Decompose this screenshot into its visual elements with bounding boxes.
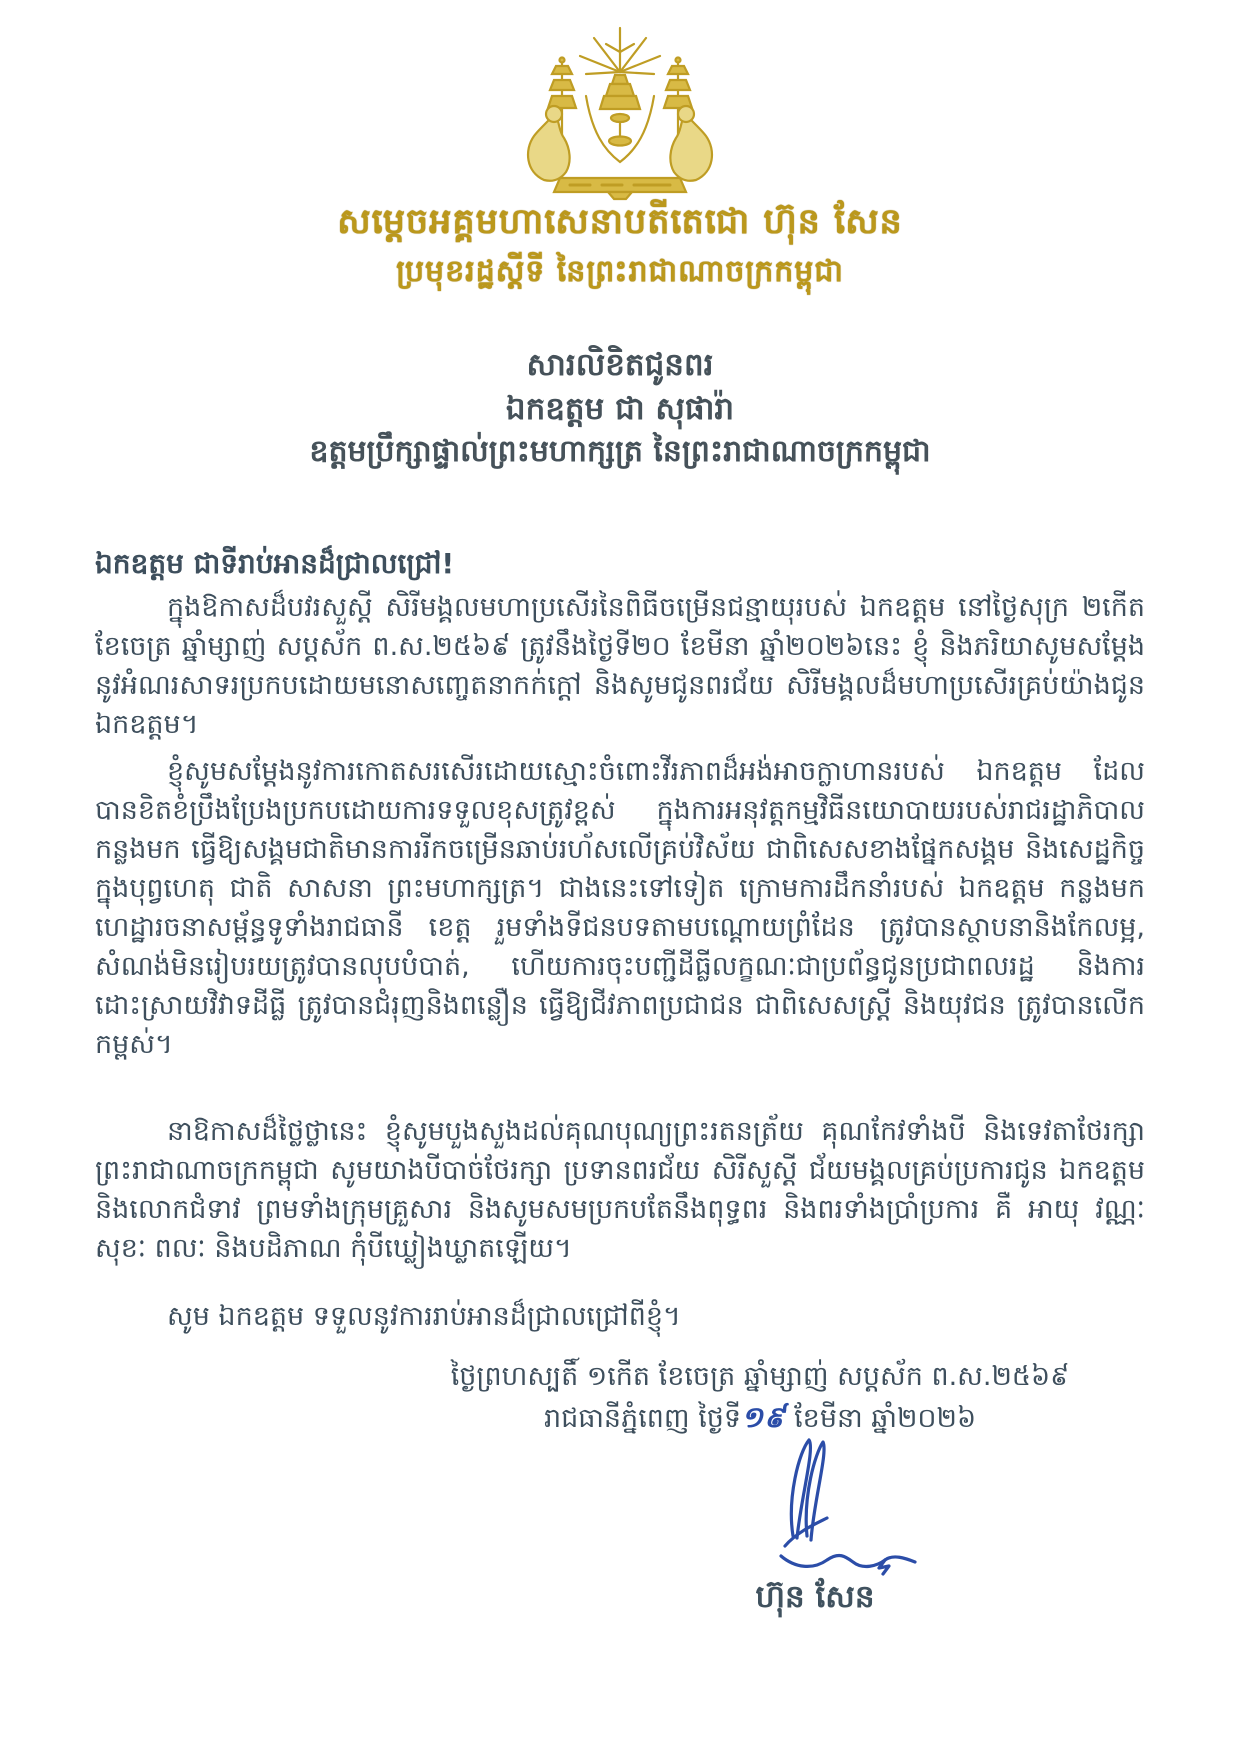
signer-name: ហ៊ុន សែន [755,1579,875,1615]
paragraph-line: សុខៈ ពលៈ និងបដិភាណ កុំបីឃ្លៀងឃ្លាតឡើយ។ [95,1233,572,1264]
paragraph-line: នាឱកាសដ៏ថ្លៃថ្លានេះ ខ្ញុំសូមបួងសួងដល់គុណបុណ្យព្រះរតនត្រ័យ គុណកែវទាំងបី និងទេវតាថែរក្សា [167,1116,1145,1147]
civil-date-suffix: ខែមីនា ឆ្នាំ២០២៦ [785,1403,977,1434]
letter-title: សារលិខិតជូនពរ [526,347,714,383]
royal-arms-of-cambodia-icon [474,22,766,202]
paragraph-line: ហេដ្ឋារចនាសម្ព័ន្ធទូទាំងរាជធានី ខេត្ត រួមទាំងទីជនបទតាមបណ្ដោយព្រំដែន ត្រូវបានស្ថាបនានិងកែលម្អ, [95,912,1145,943]
paragraph-line: នូវអំណរសាទរប្រកបដោយមនោសញ្ចេតនាកក់ក្តៅ និងសូមជូនពរជ័យ សិរីមង្គលដ៏មហាប្រសើរគ្រប់យ៉ាងជូន [95,670,1145,701]
salutation: ឯកឧត្តម ជាទីរាប់អានដ៏ជ្រាលជ្រៅ! [95,547,455,580]
left-lion-head-icon [546,106,562,122]
recipient-name: ឯកឧត្តម ជា សុផារ៉ា [505,391,735,427]
sender-title-line2: ប្រមុខរដ្ឋស្តីទី នៃព្រះរាជាណាចក្រកម្ពុជា [396,254,844,289]
emblem-container [0,22,1240,206]
crown-icon [600,75,640,109]
lunar-date-line: ថ្ងៃព្រហស្បតិ៍ ១កើត ខែចេត្រ ឆ្នាំម្សាញ់ សប្តស័ក ព.ស.២៥៦៩ [450,1361,1070,1392]
paragraph-line: បានខិតខំប្រឹងប្រែងប្រកបដោយការទទួលខុសត្រូវខ្ពស់ ក្នុងការអនុវត្តកម្មវិធីនយោបាយរបស់រាជរដ្ឋាភិបាល [95,795,1145,826]
paragraph-line: ក្នុងឱកាសដ៏បវរសួស្ដី សិរីមង្គលមហាប្រសើរនៃពិធីចម្រើនជន្មាយុរបស់ ឯកឧត្តម នៅថ្ងៃសុក្រ ២កើត [167,592,1145,623]
recipient-position: ឧត្តមប្រឹក្សាផ្ទាល់ព្រះមហាក្សត្រ នៃព្រះរាជាណាចក្រកម្ពុជា [309,434,931,469]
paragraph-3 [95,1112,1145,1268]
date-block [330,1356,1190,1439]
handwritten-day-number: ១៩ [741,1400,786,1434]
chalice-icon [609,114,631,146]
paragraph-line: ខែចេត្រ ឆ្នាំម្សាញ់ សប្តស័ក ព.ស.២៥៦៩ ត្រូវនឹងថ្ងៃទី២០ ខែមីនា ឆ្នាំ២០២៦នេះ ខ្ញុំ និងភរិយាសូមសម្តែង [95,631,1145,662]
civil-date-prefix: រាជធានីភ្នំពេញ ថ្ងៃទី [543,1403,742,1434]
paragraph-line: ឯកឧត្តម។ [95,709,199,740]
paragraph-line: ដោះស្រាយវិវាទដីធ្លី ត្រូវបានជំរុញនិងពន្លឿន ធ្វើឱ្យជីវភាពប្រជាជន ជាពិសេសស្ត្រី និងយុវជន ត្រូវបានលើក [95,990,1145,1021]
banner-icon [554,178,686,199]
paragraph-line: កន្លងមក ធ្វើឱ្យសង្គមជាតិមានការរីកចម្រើនឆាប់រហ័សលើគ្រប់វិស័យ ជាពិសេសខាងផ្នែកសង្គម និងសេដ្ឋកិច្ច [95,834,1145,865]
paragraph-line: ខ្ញុំសូមសម្តែងនូវការកោតសរសើរដោយស្មោះចំពោះវីរភាពដ៏អង់អាចក្លាហានរបស់ ឯកឧត្តម ដែល [167,756,1145,787]
paragraph-line: ក្នុងបុព្វហេតុ ជាតិ សាសនា ព្រះមហាក្សត្រ។ ជាងនេះទៅទៀត ក្រោមការដឹកនាំរបស់ ឯកឧត្តម កន្លងមក [95,873,1145,904]
paragraph-1 [95,588,1145,744]
paragraph-line: សំណង់មិនរៀបរយត្រូវបានលុបបំបាត់, ហើយការចុះបញ្ជីដីធ្លីលក្ខណៈជាប្រព័ន្ធជូនប្រជាពលរដ្ឋ និងការ [95,951,1145,982]
paragraph-line: និងលោកជំទាវ ព្រមទាំងក្រុមគ្រួសារ និងសូមសមប្រកបតែនឹងពុទ្ធពរ និងពរទាំងប្រាំប្រការ គឺ អាយុ វណ្ណៈ [95,1194,1145,1225]
sender-title-line1: សម្តេចអគ្គមហាសេនាបតីតេជោ ហ៊ុន សែន [337,202,903,242]
handwritten-signature-icon [735,1428,965,1578]
paragraph-2 [95,752,1145,1064]
left-lion-icon [528,114,570,181]
rays-icon [580,28,660,74]
closing-line: សូម ឯកឧត្តម ទទួលនូវការរាប់អានដ៏ជ្រាលជ្រៅពីខ្ញុំ។ [167,1301,681,1332]
signature-container [735,1428,965,1578]
right-lion-head-icon [678,106,694,122]
right-lion-icon [670,114,712,181]
paragraph-line: ព្រះរាជាណាចក្រកម្ពុជា សូមយាងបីបាច់ថែរក្សា ប្រទានពរជ័យ សិរីសួស្ដី ជ័យមង្គលគ្រប់ប្រការជូន ឯកឧត្តម [95,1155,1145,1186]
paragraph-line: កម្ពស់។ [95,1029,173,1060]
